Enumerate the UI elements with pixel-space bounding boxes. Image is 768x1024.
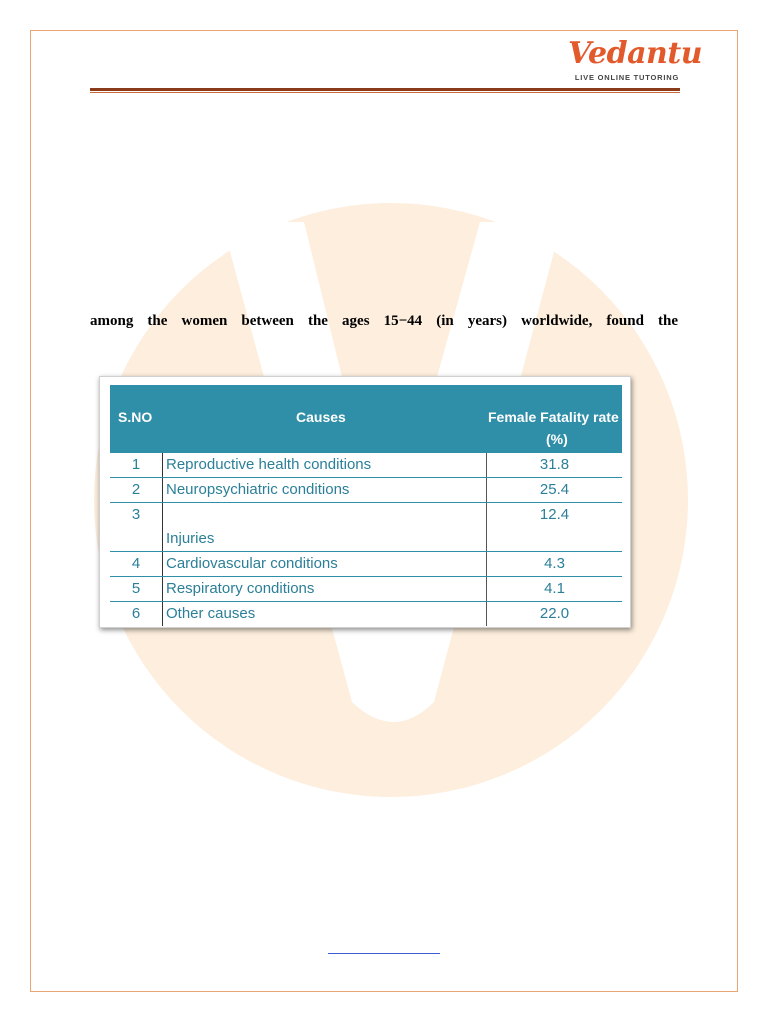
- header-rate: Female Fatality rate: [488, 409, 619, 425]
- cell-sno: 2: [131, 481, 141, 498]
- cell-cause: Injuries: [162, 503, 214, 551]
- header-rule-thin: [90, 92, 680, 93]
- cell-sno: 3: [131, 506, 141, 523]
- table-row: [110, 577, 622, 602]
- header-sno: S.NO: [118, 409, 153, 425]
- table-row: [110, 453, 622, 478]
- table-body: [110, 453, 622, 626]
- cell-cause: Reproductive health conditions: [162, 453, 371, 477]
- cell-cause: Other causes: [162, 602, 255, 626]
- cell-rate: 12.4: [486, 503, 622, 551]
- table-row: [110, 552, 622, 577]
- cell-sno: 5: [131, 580, 141, 597]
- logo-tagline: LIVE ONLINE TUTORING: [574, 73, 680, 82]
- cell-sno: 6: [131, 605, 141, 622]
- vedantu-logo: [568, 36, 703, 86]
- cell-rate: 4.1: [486, 577, 622, 601]
- logo-wordmark: Vedantu: [568, 36, 703, 71]
- body-sentence: among the women between the ages 15−44 (in years) worldwide, found the: [90, 313, 678, 329]
- table-header: [110, 385, 622, 453]
- cell-cause: Neuropsychiatric conditions: [162, 478, 349, 502]
- header-rate-unit: (%): [546, 431, 568, 447]
- cell-rate: 25.4: [486, 478, 622, 502]
- footer-link-underline[interactable]: [328, 953, 440, 954]
- cell-rate: 31.8: [486, 453, 622, 477]
- table-row: [110, 503, 622, 552]
- table-row: [110, 478, 622, 503]
- header-rule: [90, 88, 680, 91]
- fatality-table-figure: [99, 376, 631, 628]
- cell-cause: Cardiovascular conditions: [162, 552, 338, 576]
- cell-rate: 4.3: [486, 552, 622, 576]
- header-causes: Causes: [296, 409, 346, 425]
- cell-cause: Respiratory conditions: [162, 577, 314, 601]
- cell-sno: 4: [131, 555, 141, 572]
- table-row: [110, 602, 622, 626]
- cell-rate: 22.0: [486, 602, 622, 626]
- cell-sno: 1: [131, 456, 141, 473]
